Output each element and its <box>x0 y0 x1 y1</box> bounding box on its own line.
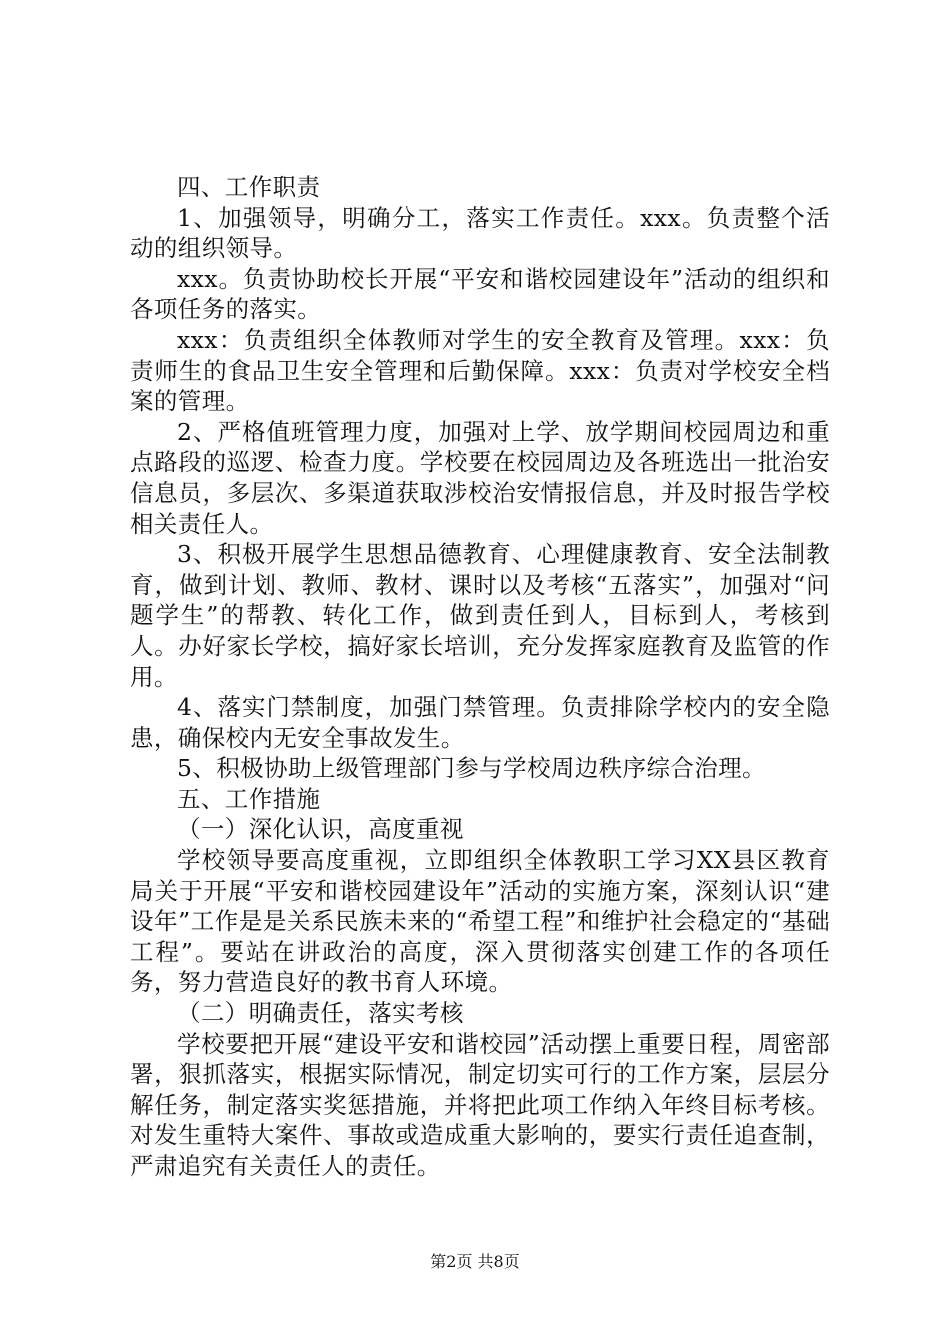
page-number-footer: 第2页 共8页 <box>430 1252 520 1271</box>
paragraph-duty-1: 1、加强领导，明确分工，落实工作责任。xxx。负责整个活动的组织领导。 <box>130 203 830 263</box>
paragraph-measure-1: 学校领导要高度重视，立即组织全体教职工学习XX县区教育局关于开展“平安和谐校园建设年”活动的实施方案，深刻认识“建设年”工作是是关系民族未来的“希望工程”和维护社会稳定的“基础工程”。要站在讲政治的高度，深入贯彻落实创建工作的各项任务，努力营造良好的教书育人环境。 <box>130 846 830 997</box>
paragraph-duty-3: 3、积极开展学生思想品德教育、心理健康教育、安全法制教育，做到计划、教师、教材、课时以及考核“五落实”，加强对“问题学生”的帮教、转化工作，做到责任到人，目标到人，考核到人。办好家长学校，搞好家长培训，充分发挥家庭教育及监管的作用。 <box>130 540 830 691</box>
paragraph-duty-5: 5、积极协助上级管理部门参与学校周边秩序综合治理。 <box>177 754 766 783</box>
section-heading-4: 四、工作职责 <box>177 173 321 201</box>
paragraph-measure-2: 学校要把开展“建设平安和谐校园”活动摆上重要日程，周密部署，狠抓落实，根据实际情况，制定切实可行的工作方案，层层分解任务，制定落实奖惩措施，并将把此项工作纳入年终目标考核。对发生重特大案件、事故或造成重大影响的，要实行责任追查制，严肃追究有关责任人的责任。 <box>130 1029 830 1180</box>
paragraph-duty-4: 4、落实门禁制度，加强门禁管理。负责排除学校内的安全隐患，确保校内无安全事故发生。 <box>130 693 830 752</box>
subheading-measure-2: （二）明确责任，落实考核 <box>177 999 464 1028</box>
document-body <box>130 172 830 1182</box>
section-heading-5: 五、工作措施 <box>177 784 321 813</box>
paragraph-duty-2: 2、严格值班管理力度，加强对上学、放学期间校园周边和重点路段的巡逻、检查力度。学校要在校园周边及各班选出一批治安信息员，多层次、多渠道获取涉校治安情报信息，并及时报告学校相关责任人。 <box>130 417 830 538</box>
paragraph-duty-1-assist: xxx。负责协助校长开展“平安和谐校园建设年”活动的组织和各项任务的落实。 <box>130 264 830 324</box>
paragraph-duty-1-roles: xxx：负责组织全体教师对学生的安全教育及管理。xxx：负责师生的食品卫生安全管理和后勤保障。xxx：负责对学校安全档案的管理。 <box>130 325 830 416</box>
subheading-measure-1: （一）深化认识，高度重视 <box>177 815 464 844</box>
